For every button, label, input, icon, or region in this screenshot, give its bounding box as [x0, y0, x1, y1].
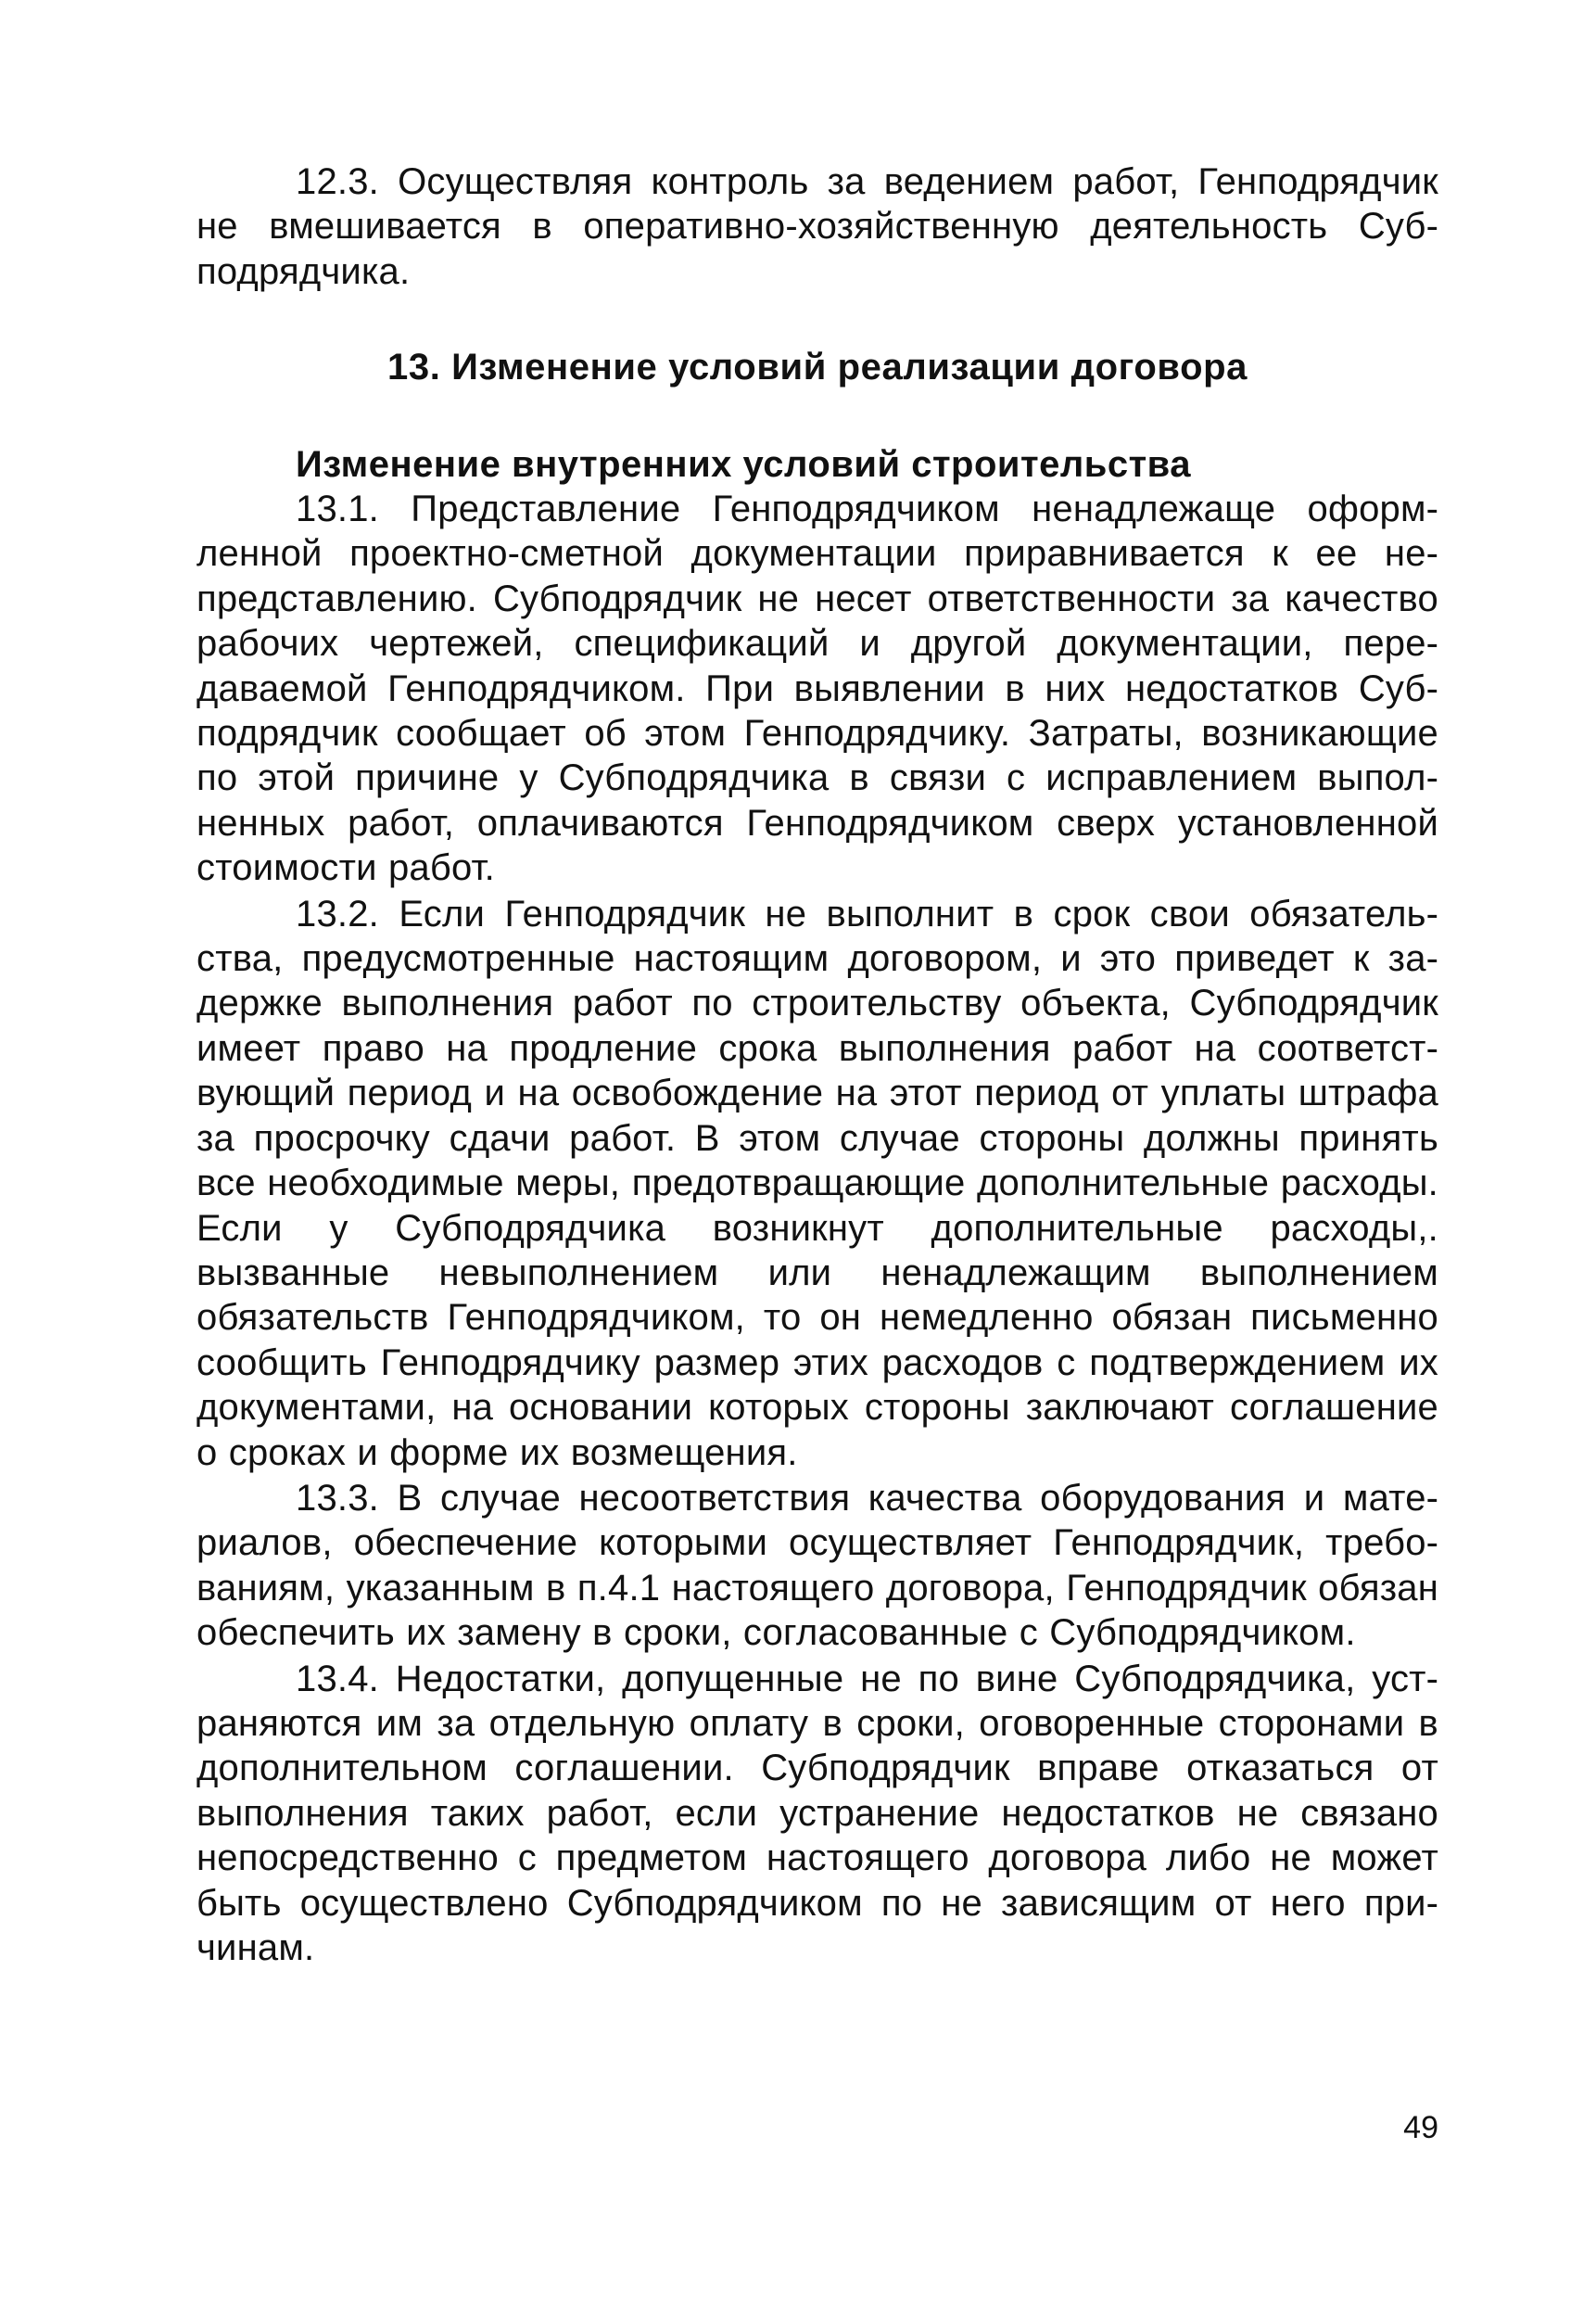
section-heading: 13. Изменение условий реализации договора — [387, 347, 1248, 388]
paragraph-13-4: 13.4. Недостатки, допущенные не по вине Субподрядчика, устраняются им за отдельную оплату в сроки, оговоренные сторонами в дополнительном соглашении. Субподрядчик вправе отказаться от выполнения таких работ, если устранение недостатков не связано непосредственно с предметом настоящего договора либо не может быть осуществлено Субподрядчиком по не зависящим от него причинам. — [196, 1658, 1438, 1968]
page-number: 49 — [1403, 2110, 1438, 2145]
paragraph-13-1: 13.1. Представление Генподрядчиком ненадлежаще оформленной проектно-сметной документации приравнивается к ее непредставлению. Субподрядчик не несет ответственности за качество рабочих чертежей, спецификаций и другой документации, передаваемой Генподрядчиком. При выявлении в них недостатков Субподрядчик сообщает об этом Генподрядчику. Затраты, возникающие по этой причине у Субподрядчика в связи с исправлением выполненных работ, оплачиваются Генподрядчиком сверх установленной стоимости работ. — [196, 489, 1438, 889]
section-13-body — [196, 487, 1438, 1970]
paragraph-12-3-block — [196, 159, 1438, 294]
paragraph-13-3: 13.3. В случае несоответствия качества оборудования и материалов, обеспечение которыми осуществляет Генподрядчик, требованиям, указанным в п.4.1 настоящего договора, Генподрядчик обязан обеспечить их замену в сроки, согласованные с Субподрядчиком. — [196, 1477, 1438, 1654]
paragraph-12-3: 12.3. Осуществляя контроль за ведением работ, Генподрядчик не вмешивается в оперативно-хозяйственную деятельность Субподрядчика. — [196, 161, 1438, 292]
paragraph-13-2: 13.2. Если Генподрядчик не выполнит в срок свои обязательства, предусмотренные настоящим договором, и это приведет к задержке выполнения работ по строительству объекта, Субподрядчик имеет право на продление срока выполнения работ на соответствующий период и на освобождение на этот период от уплаты штрафа за просрочку сдачи работ. В этом случае стороны должны принять все необходимые меры, предотвращающие дополнительные расходы. Если у Субподрядчика возникнут дополнительные расходы,. вызванные невыполнением или ненадлежащим выполнением обязательств Генподрядчиком, то он немедленно обязан письменно сообщить Генподрядчику размер этих расходов с подтверждением их документами, на основании которых стороны заключают соглашение о сроках и форме их возмещения. — [196, 893, 1438, 1473]
subheading: Изменение внутренних условий строительства — [296, 444, 1191, 485]
